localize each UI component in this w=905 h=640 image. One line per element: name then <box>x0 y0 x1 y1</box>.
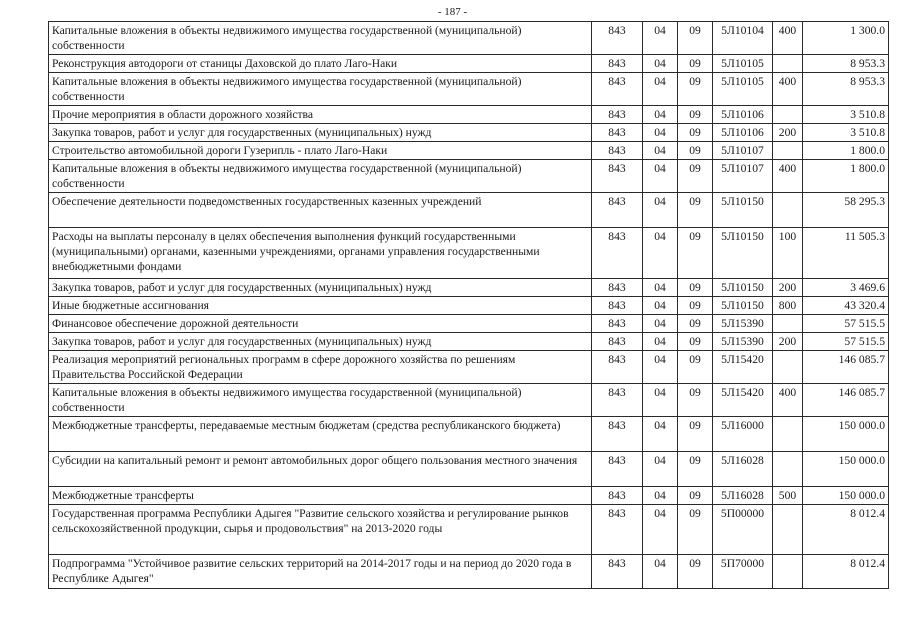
table-row <box>49 417 889 452</box>
target-article-cell: 5Л15420 <box>713 384 773 417</box>
amount-cell: 8 012.4 <box>803 505 889 555</box>
section-code-cell: 04 <box>643 228 678 279</box>
table-row <box>49 228 889 279</box>
expense-type-cell <box>773 351 803 384</box>
section-code-cell: 04 <box>643 417 678 452</box>
amount-cell: 57 515.5 <box>803 333 889 351</box>
target-article-cell: 5Л15390 <box>713 333 773 351</box>
item-name-cell: Расходы на выплаты персоналу в целях обеспечения выполнения функций государственными (муниципальными) органами, казенными учреждениями, органами управления государственными внебюджетными фондами <box>49 228 592 279</box>
subsection-code-cell: 09 <box>678 487 713 505</box>
item-name-cell: Капитальные вложения в объекты недвижимого имущества государственной (муниципальной) собственности <box>49 22 592 55</box>
expense-type-cell: 400 <box>773 160 803 193</box>
target-article-cell: 5Л10150 <box>713 297 773 315</box>
table-row <box>49 22 889 55</box>
target-article-cell: 5Л15390 <box>713 315 773 333</box>
table-row <box>49 297 889 315</box>
expense-type-cell: 400 <box>773 384 803 417</box>
subsection-code-cell: 09 <box>678 160 713 193</box>
table-row <box>49 279 889 297</box>
expense-type-cell <box>773 417 803 452</box>
expense-type-cell <box>773 505 803 555</box>
department-code-cell: 843 <box>592 351 643 384</box>
page-number: - 187 - <box>437 6 468 18</box>
table-row <box>49 351 889 384</box>
expense-type-cell: 100 <box>773 228 803 279</box>
amount-cell: 3 510.8 <box>803 106 889 124</box>
amount-cell: 146 085.7 <box>803 351 889 384</box>
section-code-cell: 04 <box>643 106 678 124</box>
amount-cell: 146 085.7 <box>803 384 889 417</box>
expense-type-cell <box>773 193 803 228</box>
subsection-code-cell: 09 <box>678 384 713 417</box>
target-article-cell: 5Л10150 <box>713 279 773 297</box>
subsection-code-cell: 09 <box>678 193 713 228</box>
amount-cell: 150 000.0 <box>803 417 889 452</box>
expense-type-cell <box>773 315 803 333</box>
table-row <box>49 55 889 73</box>
amount-cell: 150 000.0 <box>803 487 889 505</box>
department-code-cell: 843 <box>592 55 643 73</box>
subsection-code-cell: 09 <box>678 297 713 315</box>
item-name-cell: Реконструкция автодороги от станицы Даховской до плато Лаго-Наки <box>49 55 592 73</box>
expense-type-cell: 400 <box>773 22 803 55</box>
target-article-cell: 5Л10106 <box>713 124 773 142</box>
department-code-cell: 843 <box>592 279 643 297</box>
department-code-cell: 843 <box>592 315 643 333</box>
table-row <box>49 73 889 106</box>
table-row <box>49 505 889 555</box>
target-article-cell: 5Л10106 <box>713 106 773 124</box>
subsection-code-cell: 09 <box>678 55 713 73</box>
amount-cell: 43 320.4 <box>803 297 889 315</box>
department-code-cell: 843 <box>592 228 643 279</box>
table-row <box>49 487 889 505</box>
expense-type-cell <box>773 555 803 589</box>
item-name-cell: Государственная программа Республики Адыгея "Развитие сельского хозяйства и регулирование рынков сельскохозяйственной продукции, сырья и продовольствия" на 2013-2020 годы <box>49 505 592 555</box>
expense-type-cell: 400 <box>773 73 803 106</box>
amount-cell: 3 469.6 <box>803 279 889 297</box>
subsection-code-cell: 09 <box>678 142 713 160</box>
amount-cell: 11 505.3 <box>803 228 889 279</box>
target-article-cell: 5Л10105 <box>713 73 773 106</box>
table-row <box>49 142 889 160</box>
section-code-cell: 04 <box>643 333 678 351</box>
target-article-cell: 5Л16028 <box>713 487 773 505</box>
target-article-cell: 5Л15420 <box>713 351 773 384</box>
department-code-cell: 843 <box>592 333 643 351</box>
section-code-cell: 04 <box>643 22 678 55</box>
subsection-code-cell: 09 <box>678 351 713 384</box>
target-article-cell: 5П70000 <box>713 555 773 589</box>
budget-table <box>48 21 889 589</box>
department-code-cell: 843 <box>592 22 643 55</box>
subsection-code-cell: 09 <box>678 315 713 333</box>
section-code-cell: 04 <box>643 124 678 142</box>
item-name-cell: Реализация мероприятий региональных программ в сфере дорожного хозяйства по решениям Правительства Российской Федерации <box>49 351 592 384</box>
amount-cell: 3 510.8 <box>803 124 889 142</box>
amount-cell: 58 295.3 <box>803 193 889 228</box>
department-code-cell: 843 <box>592 106 643 124</box>
item-name-cell: Межбюджетные трансферты <box>49 487 592 505</box>
table-row <box>49 452 889 487</box>
target-article-cell: 5Л10104 <box>713 22 773 55</box>
item-name-cell: Обеспечение деятельности подведомственных государственных казенных учреждений <box>49 193 592 228</box>
department-code-cell: 843 <box>592 73 643 106</box>
table-row <box>49 555 889 589</box>
amount-cell: 150 000.0 <box>803 452 889 487</box>
section-code-cell: 04 <box>643 55 678 73</box>
table-row <box>49 106 889 124</box>
amount-cell: 8 012.4 <box>803 555 889 589</box>
expense-type-cell <box>773 55 803 73</box>
subsection-code-cell: 09 <box>678 333 713 351</box>
department-code-cell: 843 <box>592 417 643 452</box>
item-name-cell: Капитальные вложения в объекты недвижимого имущества государственной (муниципальной) собственности <box>49 73 592 106</box>
subsection-code-cell: 09 <box>678 22 713 55</box>
item-name-cell: Финансовое обеспечение дорожной деятельности <box>49 315 592 333</box>
department-code-cell: 843 <box>592 193 643 228</box>
target-article-cell: 5Л10105 <box>713 55 773 73</box>
section-code-cell: 04 <box>643 142 678 160</box>
expense-type-cell: 200 <box>773 124 803 142</box>
target-article-cell: 5П00000 <box>713 505 773 555</box>
amount-cell: 1 800.0 <box>803 142 889 160</box>
amount-cell: 8 953.3 <box>803 55 889 73</box>
table-row <box>49 193 889 228</box>
department-code-cell: 843 <box>592 452 643 487</box>
item-name-cell: Закупка товаров, работ и услуг для государственных (муниципальных) нужд <box>49 279 592 297</box>
section-code-cell: 04 <box>643 555 678 589</box>
subsection-code-cell: 09 <box>678 106 713 124</box>
subsection-code-cell: 09 <box>678 228 713 279</box>
department-code-cell: 843 <box>592 160 643 193</box>
department-code-cell: 843 <box>592 297 643 315</box>
table-row <box>49 333 889 351</box>
department-code-cell: 843 <box>592 384 643 417</box>
department-code-cell: 843 <box>592 142 643 160</box>
item-name-cell: Закупка товаров, работ и услуг для государственных (муниципальных) нужд <box>49 333 592 351</box>
amount-cell: 57 515.5 <box>803 315 889 333</box>
section-code-cell: 04 <box>643 452 678 487</box>
target-article-cell: 5Л10150 <box>713 228 773 279</box>
subsection-code-cell: 09 <box>678 279 713 297</box>
item-name-cell: Строительство автомобильной дороги Гузерипль - плато Лаго-Наки <box>49 142 592 160</box>
expense-type-cell <box>773 106 803 124</box>
item-name-cell: Закупка товаров, работ и услуг для государственных (муниципальных) нужд <box>49 124 592 142</box>
amount-cell: 1 300.0 <box>803 22 889 55</box>
expense-type-cell <box>773 452 803 487</box>
item-name-cell: Иные бюджетные ассигнования <box>49 297 592 315</box>
item-name-cell: Субсидии на капитальный ремонт и ремонт автомобильных дорог общего пользования местного значения <box>49 452 592 487</box>
expense-type-cell: 800 <box>773 297 803 315</box>
item-name-cell: Капитальные вложения в объекты недвижимого имущества государственной (муниципальной) собственности <box>49 384 592 417</box>
expense-type-cell: 500 <box>773 487 803 505</box>
section-code-cell: 04 <box>643 384 678 417</box>
amount-cell: 1 800.0 <box>803 160 889 193</box>
subsection-code-cell: 09 <box>678 555 713 589</box>
item-name-cell: Прочие мероприятия в области дорожного хозяйства <box>49 106 592 124</box>
section-code-cell: 04 <box>643 315 678 333</box>
table-row <box>49 124 889 142</box>
expense-type-cell <box>773 142 803 160</box>
section-code-cell: 04 <box>643 160 678 193</box>
table-row <box>49 384 889 417</box>
department-code-cell: 843 <box>592 487 643 505</box>
target-article-cell: 5Л10150 <box>713 193 773 228</box>
subsection-code-cell: 09 <box>678 417 713 452</box>
table-row <box>49 160 889 193</box>
subsection-code-cell: 09 <box>678 124 713 142</box>
target-article-cell: 5Л10107 <box>713 142 773 160</box>
expense-type-cell: 200 <box>773 279 803 297</box>
target-article-cell: 5Л16000 <box>713 417 773 452</box>
section-code-cell: 04 <box>643 279 678 297</box>
table-body <box>49 22 889 589</box>
department-code-cell: 843 <box>592 505 643 555</box>
item-name-cell: Капитальные вложения в объекты недвижимого имущества государственной (муниципальной) собственности <box>49 160 592 193</box>
section-code-cell: 04 <box>643 73 678 106</box>
section-code-cell: 04 <box>643 505 678 555</box>
subsection-code-cell: 09 <box>678 505 713 555</box>
amount-cell: 8 953.3 <box>803 73 889 106</box>
table-row <box>49 315 889 333</box>
section-code-cell: 04 <box>643 193 678 228</box>
section-code-cell: 04 <box>643 487 678 505</box>
subsection-code-cell: 09 <box>678 452 713 487</box>
expense-type-cell: 200 <box>773 333 803 351</box>
item-name-cell: Межбюджетные трансферты, передаваемые местным бюджетам (средства республиканского бюджета) <box>49 417 592 452</box>
section-code-cell: 04 <box>643 297 678 315</box>
department-code-cell: 843 <box>592 124 643 142</box>
target-article-cell: 5Л10107 <box>713 160 773 193</box>
department-code-cell: 843 <box>592 555 643 589</box>
item-name-cell: Подпрограмма "Устойчивое развитие сельских территорий на 2014-2017 годы и на период до 2020 года в Республике Адыгея" <box>49 555 592 589</box>
subsection-code-cell: 09 <box>678 73 713 106</box>
section-code-cell: 04 <box>643 351 678 384</box>
target-article-cell: 5Л16028 <box>713 452 773 487</box>
